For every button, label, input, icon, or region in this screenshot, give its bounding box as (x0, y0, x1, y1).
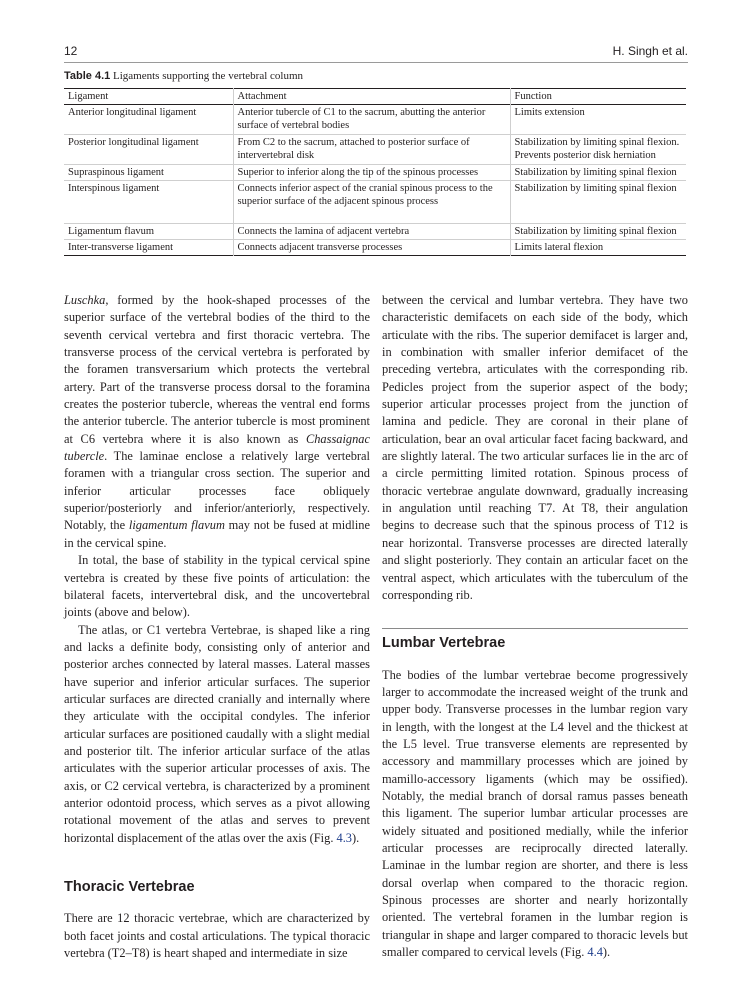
column-header-attachment: Attachment (233, 89, 510, 105)
table-cell: Connects adjacent transverse processes (233, 240, 510, 256)
figure-link[interactable]: 4.3 (336, 830, 353, 845)
section-heading-thoracic: Thoracic Vertebrae (64, 879, 195, 895)
table-cell: Limits extension (510, 105, 686, 135)
table-cell: Anterior longitudinal ligament (68, 107, 197, 118)
table-row (64, 240, 686, 256)
page-number: 12 (64, 44, 78, 58)
table-row (64, 105, 686, 135)
table-cell: Supraspinous ligament (68, 167, 164, 178)
table-cell: Connects inferior aspect of the cranial spinous process to the superior surface of the adjacent spinous process (233, 181, 510, 224)
italic-term: ligamentum flavum (128, 518, 225, 533)
paragraph: The bodies of the lumbar vertebrae become progressively larger to accommodate the increased weight of the trunk and upper body. Transverse processes in the lumbar region vary in length, with the longest at the L4 level and the thickest at the L5 level. True transverse elements are represented by accessory and mammillary processes which are joined by mamillo-accessory ligaments (which may be ossified). Notably, the medial branch of dorsal ramus passes beneath this ligament. The superior lumbar articular processes are widely situated and positioned medially, while the inferior articular processes are reciprocally directed laterally. Laminae in the lumbar region are shorter, and there is less dorsal overlap when compared to the thoracic region. Spinous processes are shorter and nearly horizontally oriented. The vertebral foramen in the lumbar region is triangular in shape and larger compared to thoracic levels but smaller compared to cervical levels (Fig. 4.4). (382, 667, 688, 960)
paragraph: There are 12 thoracic vertebrae, which are characterized by both facet joints and costal articulations. The typical thoracic vertebra (T2–T8) is heart shaped and intermediate in size (64, 911, 370, 961)
table-cell: Posterior longitudinal ligament (68, 137, 199, 148)
table-header-row (64, 89, 686, 105)
table-caption (64, 70, 303, 82)
table-row (64, 181, 686, 224)
table-row (64, 165, 686, 181)
italic-term: Luschka (64, 293, 106, 307)
ligaments-table (64, 88, 686, 256)
table-label: Table 4.1 (64, 70, 111, 82)
paragraph: In total, the base of stability in the typical cervical spine vertebra is created by these five points of articulation: the bilateral facets, intervertebral disk, and the uncovertebral joints (above and below). (64, 553, 370, 620)
table-cell: Stabilization by limiting spinal flexion (510, 181, 686, 224)
table-row (64, 135, 686, 165)
table-cell: Stabilization by limiting spinal flexion (510, 224, 686, 240)
table-cell: From C2 to the sacrum, attached to posterior surface of intervertebral disk (233, 135, 510, 165)
running-head: H. Singh et al. (612, 44, 688, 58)
column-header-function: Function (510, 89, 686, 105)
left-column (64, 292, 370, 962)
paragraph: The atlas, or C1 vertebra Vertebrae, is shaped like a ring and lacks a definite body, consisting only of anterior and posterior arches connected by lateral masses. Lateral masses have superior and inferior articular surfaces. The superior articular surfaces are directed cranially and internally where they articulate with the occipital condyles. The inferior articular surfaces are positioned caudally with a slight medial and posterior tilt. The inferior articular surface of the atlas articulates with the superior articular processes of axis. The axis, or C2 cervical vertebra, is characterized by a prominent anterior odontoid process, which serves as a pivot allowing rotational movement of the atlas and serves to prevent horizontal displacement of the atlas over the axis (Fig. 4.3). (64, 622, 370, 845)
italic-term: Chassaignac tubercle (64, 431, 370, 464)
table-cell: Stabilization by limiting spinal flexion (510, 165, 686, 181)
table-cell: Ligamentum flavum (68, 226, 155, 237)
table-cell: Interspinous ligament (68, 183, 160, 194)
table-cell: Limits lateral flexion (510, 240, 686, 256)
figure-link[interactable]: 4.4 (587, 945, 603, 960)
table-cell: Anterior tubercle of C1 to the sacrum, abutting the anterior surface of vertebral bodies (233, 105, 510, 135)
table-cell: Superior to inferior along the tip of the spinous processes (233, 165, 510, 181)
table-caption-text: Ligaments supporting the vertebral column (113, 70, 304, 82)
section-heading-lumbar: Lumbar Vertebrae (382, 635, 506, 652)
column-header-ligament: Ligament (68, 91, 109, 102)
header-rule (64, 62, 688, 63)
paragraph: Luschka, formed by the hook-shaped processes of the superior surface of the vertebral bodies of the third to the seventh cervical vertebra and first thoracic vertebra. The transverse process of the cervical vertebra is perforated by the foramen transversarium which protects the vertebral artery. Part of the transverse process dorsal to the foramina creates the posterior tubercle, whereas the ventral end forms the anterior tubercle. The anterior tubercle is most prominent at C6 vertebra where it is also known as Chassaignac tubercle. The laminae enclose a relatively large vertebral foramen with a triangular cross section. The superior and inferior articular processes face obliquely superior/posteriorly and inferior/anteriorly, respectively. Notably, the ligamentum flavum may not be fused at midline in the cervical spine. (64, 293, 370, 550)
table-row (64, 224, 686, 240)
right-column (382, 292, 688, 961)
table-cell: Inter-transverse ligament (68, 242, 174, 253)
paragraph: between the cervical and lumbar vertebra. They have two characteristic demifacets on each side of the body, which articulate with the ribs. The superior demifacet is larger and, in combination with smaller inferior demifacet of the preceding vertebra, articulates with the corresponding rib. Pedicles project from the superior aspect of the body; superior articular processes project from the junction of lamina and pedicle. They are coronal in their plane of articulation, bear an oval articular facet facing backward, and are slightly lateral. The two articular surfaces lie in the arc of a circle permitting limited rotation. Spinous process of thoracic vertebrae angulate downward, gradually increasing in angulation until reaching T7. At T8, their angulation begins to decrease such that the spinous process of T12 is near horizontal. Transverse processes are directed laterally and slight posteriorly. They contain an articular facet on the ventral aspect, which articulates with the tuberculum of the corresponding rib. (382, 293, 688, 602)
table-cell: Connects the lamina of adjacent vertebra (233, 224, 510, 240)
table-cell: Stabilization by limiting spinal flexion. Prevents posterior disk herniation (510, 135, 686, 165)
